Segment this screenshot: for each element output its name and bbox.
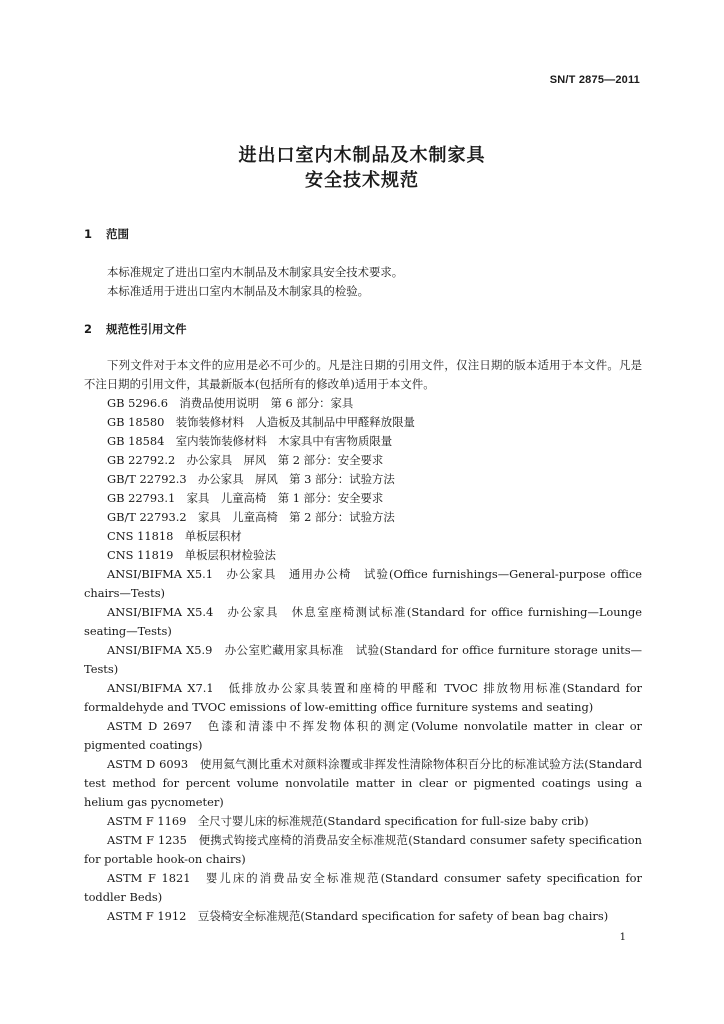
section-number: 1 — [84, 227, 93, 241]
section-heading-normative-references — [84, 321, 187, 337]
reference-item: CNS 11818 单板层积材 — [107, 529, 242, 543]
section-title: 范围 — [106, 227, 129, 241]
paragraph: 本标准适用于进出口室内木制品及木制家具的检验。 — [107, 284, 369, 298]
reference-item: GB 18580 装饰装修材料 人造板及其制品中甲醛释放限量 — [107, 415, 415, 429]
reference-item: ASTM D 6093 使用氦气测比重术对颜料涂覆或非挥发性清除物体积百分比的标准试验方法(Standard test method for percent volume nonvolatile matter in clear or pigmented coatings using a helium gas pycnometer) — [84, 757, 642, 809]
reference-item: GB 18584 室内装饰装修材料 木家具中有害物质限量 — [107, 434, 393, 448]
reference-item: GB/T 22792.3 办公家具 屏风 第 3 部分：试验方法 — [107, 472, 395, 486]
reference-item: ASTM F 1235 便携式钩接式座椅的消费品安全标准规范(Standard consumer safety specification for portable hook-on chairs) — [84, 833, 642, 866]
reference-item: ASTM F 1169 全尺寸婴儿床的标准规范(Standard specification for full-size baby crib) — [107, 814, 589, 828]
reference-item: ANSI/BIFMA X5.4 办公家具 休息室座椅测试标准(Standard for office furnishing—Lounge seating—Tests) — [84, 605, 642, 638]
section-number: 2 — [84, 322, 93, 336]
document-title: 进出口室内木制品及木制家具 — [238, 145, 486, 166]
references-intro: 下列文件对于本文件的应用是必不可少的。凡是注日期的引用文件，仅注日期的版本适用于本文件。凡是不注日期的引用文件，其最新版本(包括所有的修改单)适用于本文件。 — [84, 358, 642, 391]
reference-item: ANSI/BIFMA X7.1 低排放办公家具装置和座椅的甲醛和 TVOC 排放物用标准(Standard for formaldehyde and TVOC emissions of low-emitting office furniture systems and seating) — [84, 681, 642, 714]
section-heading-scope — [84, 226, 129, 242]
reference-item: GB/T 22793.2 家具 儿童高椅 第 2 部分：试验方法 — [107, 510, 395, 524]
standard-code: SN/T 2875—2011 — [549, 74, 640, 86]
reference-item: ASTM F 1821 婴儿床的消费品安全标准规范(Standard consumer safety specification for toddler Beds) — [84, 871, 642, 904]
reference-item: ASTM F 1912 豆袋椅安全标准规范(Standard specification for safety of bean bag chairs) — [107, 909, 609, 923]
reference-item: ANSI/BIFMA X5.9 办公室贮藏用家具标准 试验(Standard for office furniture storage units—Tests) — [84, 643, 642, 676]
reference-item: ASTM D 2697 色漆和清漆中不挥发物体积的测定(Volume nonvolatile matter in clear or pigmented coatings) — [84, 719, 642, 752]
page-number: 1 — [619, 932, 626, 943]
reference-item: CNS 11819 单板层积材检验法 — [107, 548, 276, 562]
document-subtitle: 安全技术规范 — [305, 170, 419, 191]
reference-item: GB 22792.2 办公家具 屏风 第 2 部分：安全要求 — [107, 453, 384, 467]
paragraph: 本标准规定了进出口室内木制品及木制家具安全技术要求。 — [107, 265, 404, 279]
section-title: 规范性引用文件 — [106, 322, 187, 336]
reference-item: GB 22793.1 家具 儿童高椅 第 1 部分：安全要求 — [107, 491, 384, 505]
reference-item: GB 5296.6 消费品使用说明 第 6 部分：家具 — [107, 396, 354, 410]
reference-item: ANSI/BIFMA X5.1 办公家具 通用办公椅 试验(Office furnishings—General-purpose office chairs—Tests) — [84, 567, 642, 600]
